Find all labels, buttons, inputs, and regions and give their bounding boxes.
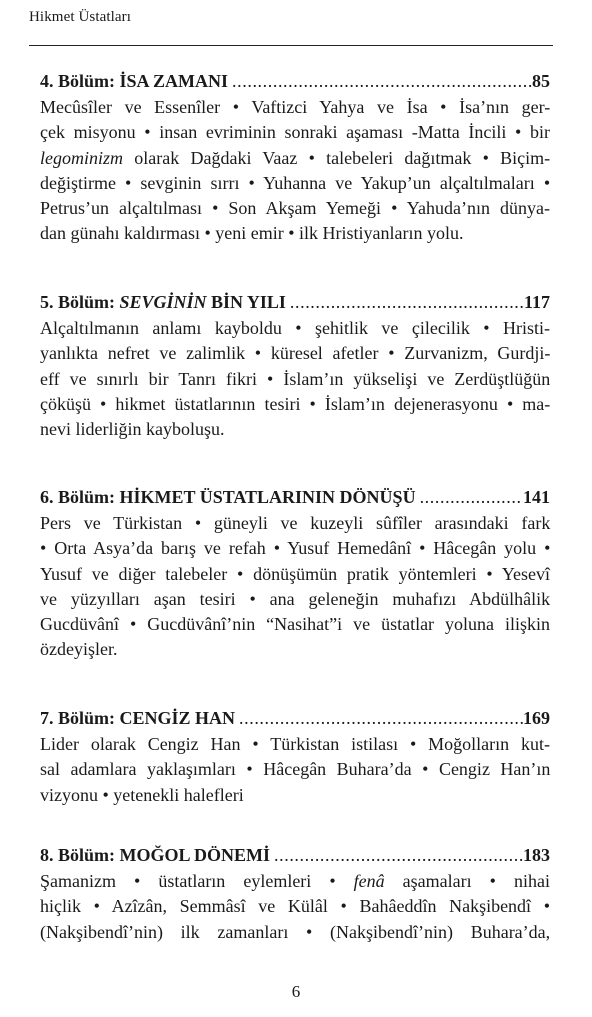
page-number: 6 bbox=[291, 982, 301, 1001]
summary-line bbox=[40, 869, 550, 894]
summary-line: özdeyişler. bbox=[40, 639, 118, 660]
chapter-page-number: 141 bbox=[523, 487, 550, 507]
chapter-page-number: 117 bbox=[523, 292, 550, 312]
chapter-heading[interactable] bbox=[40, 842, 550, 869]
chapter-name-italic: SEVGİNİN bbox=[119, 292, 207, 312]
chapter-number: 4. Bölüm: bbox=[40, 71, 116, 91]
dot-leader bbox=[416, 484, 523, 511]
summary-line: hiçlik • Azîzân, Semmâsî ve Külâl • Bahâeddîn Nakşibendî • bbox=[40, 896, 550, 917]
dot-leader bbox=[270, 842, 523, 869]
summary-line: (Nakşibendî’nin) ilk zamanları • (Nakşibendî’nin) Buhara’da, bbox=[40, 921, 551, 942]
chapter-title bbox=[40, 842, 270, 869]
chapter-5-entry bbox=[40, 289, 550, 442]
summary-line: Lider olarak Cengiz Han • Türkistan istilası • Moğolların kut- bbox=[40, 734, 550, 754]
dot-leader bbox=[286, 289, 524, 316]
chapter-number: 5. Bölüm: bbox=[40, 292, 116, 312]
summary-line: ve yüzyılları aşan tesiri • ana geleneğin muhafızı Abdülhâlik bbox=[40, 588, 551, 609]
chapter-page-number: 169 bbox=[523, 708, 550, 728]
italic-term: fenâ bbox=[353, 871, 385, 891]
chapter-number: 6. Bölüm: bbox=[40, 487, 116, 507]
summary-line: yanlıkta nefret ve zalimlik • küresel afetler • Zurvanizm, Gurdji- bbox=[40, 343, 551, 364]
chapter-heading[interactable] bbox=[40, 289, 550, 316]
chapter-4-entry bbox=[40, 68, 550, 247]
chapter-heading[interactable] bbox=[40, 68, 550, 95]
chapter-number: 7. Bölüm: bbox=[40, 708, 116, 728]
dot-leader bbox=[235, 705, 523, 732]
chapter-title bbox=[40, 705, 235, 732]
summary-line-rest: aşamaları • nihai bbox=[384, 871, 550, 891]
running-head: Hikmet Üstatları bbox=[29, 9, 131, 25]
summary-line: Yusuf ve diğer talebeler • dönüşümün pratik yöntemleri • Yesevî bbox=[40, 563, 550, 584]
summary-line: Pers ve Türkistan • güneyli ve kuzeyli sûfîler arasındaki fark bbox=[40, 513, 551, 533]
summary-line: vizyonu • yetenekli halefleri bbox=[40, 784, 244, 805]
summary-line: Alçaltılmanın anlamı kayboldu • şehitlik ve çilecilik • Hristi- bbox=[40, 318, 550, 338]
chapter-heading[interactable] bbox=[40, 484, 550, 511]
summary-line: Petrus’un alçaltılması • Son Akşam Yemeği • Yahuda’nın dünya- bbox=[40, 198, 550, 219]
summary-line: dan günahı kaldırması • yeni emir • ilk Hristiyanların yolu. bbox=[40, 223, 464, 244]
summary-line: çek misyonu • insan evriminin sonraki aşaması -Matta İncili • bir bbox=[40, 122, 550, 143]
chapter-number: 8. Bölüm: bbox=[40, 845, 116, 865]
chapter-6-entry bbox=[40, 484, 550, 663]
summary-line: çöküşü • hikmet üstatlarının tesiri • İslam’ın dejenerasyonu • ma- bbox=[40, 393, 551, 414]
summary-line: • Orta Asya’da barış ve refah • Yusuf Hemedânî • Hâcegân yolu • bbox=[40, 538, 551, 559]
chapter-7-entry bbox=[40, 705, 550, 808]
summary-line-rest: olarak Dağdaki Vaaz • talebeleri dağıtmak • Biçim- bbox=[123, 147, 551, 168]
chapter-title bbox=[40, 289, 286, 316]
summary-line: eff ve sınırlı bir Tanrı fikri • İslam’ın yükselişi ve Zerdüştlüğün bbox=[40, 368, 551, 389]
chapter-name: İSA ZAMANI bbox=[119, 71, 229, 91]
chapter-name: HİKMET ÜSTATLARININ DÖNÜŞÜ bbox=[119, 487, 416, 507]
chapter-name: MOĞOL DÖNEMİ bbox=[119, 845, 271, 865]
summary-line-start: Şamanizm • üstatların eylemleri • bbox=[40, 871, 354, 891]
summary-line: Mecûsîler ve Essenîler • Vaftizci Yahya ve İsa • İsa’nın ger- bbox=[40, 97, 551, 117]
chapter-name: BİN YILI bbox=[206, 292, 286, 312]
summary-line: değiştirme • sevginin sırrı • Yuhanna ve Yakup’un alçaltılmaları • bbox=[40, 172, 551, 193]
header-rule bbox=[29, 45, 553, 46]
italic-term: legominizm bbox=[40, 147, 123, 168]
summary-line: sal adamlara yaklaşımları • Hâcegân Buhara’da • Cengiz Han’ın bbox=[40, 759, 551, 780]
dot-leader bbox=[228, 68, 532, 95]
summary-line: nevi liderliğin kayboluşu. bbox=[40, 419, 225, 440]
chapter-page-number: 85 bbox=[532, 71, 550, 91]
summary-line: Gucdüvânî • Gucdüvânî’nin “Nasihat”i ve üstatlar yoluna ilişkin bbox=[40, 614, 550, 635]
chapter-8-entry bbox=[40, 842, 550, 945]
chapter-name: CENGİZ HAN bbox=[119, 708, 236, 728]
summary-line bbox=[40, 146, 550, 171]
chapter-heading[interactable] bbox=[40, 705, 550, 732]
chapter-title bbox=[40, 484, 416, 511]
chapter-title bbox=[40, 68, 228, 95]
chapter-page-number: 183 bbox=[523, 845, 550, 865]
